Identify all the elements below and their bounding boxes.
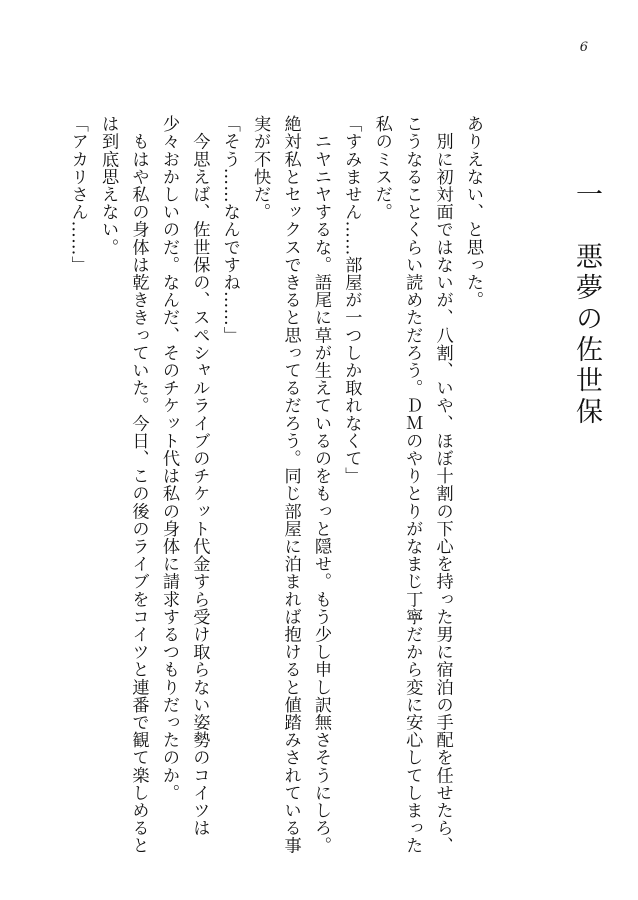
chapter-title: 一 悪夢の佐世保 — [571, 180, 602, 428]
text-line: 少々おかしいのだ。なんだ、そのチケット代は私の身体に請求するつもりだったのか。 — [158, 115, 179, 802]
text-line: ニヤニヤするな。語尾に草が生えているのをもっと隠せ。もう少し申し訳無さそうにしろ。 — [310, 115, 331, 855]
text-line: もはや私の身体は乾ききっていた。今日、この後のライブをコイツと連番で観て楽しめると — [128, 115, 149, 855]
text-line: 別に初対面ではないが、八割、いや、ほぼ十割の下心を持った男に宿泊の手配を任せたら、 — [432, 115, 453, 855]
text-line: 「そう……なんですね……」 — [219, 115, 240, 344]
text-line: こうなることくらい読めただろう。ＤＭのやりとりがなまじ丁寧だから変に安心してしまった — [402, 115, 423, 855]
page-number: 6 — [579, 40, 588, 55]
text-line: 「すみません……部屋が一つしか取れなくて」 — [341, 115, 362, 485]
text-line: 実が不快だ。 — [250, 115, 271, 221]
text-line: ありえない、と思った。 — [463, 115, 483, 309]
body-text — [62, 115, 488, 855]
text-line: 私のミスだ。 — [371, 115, 392, 221]
text-line: 今思えば、佐世保の、スペシャルライブのチケット代金すら受け取らない姿勢のコイツは — [189, 115, 210, 837]
text-line: は到底思えない。 — [98, 115, 119, 256]
text-line: 絶対私とセックスできると思ってるだろう。同じ部屋に泊まれば抱けると値踏みされている事 — [280, 115, 301, 855]
text-line: 「アカリさん……」 — [67, 115, 88, 274]
